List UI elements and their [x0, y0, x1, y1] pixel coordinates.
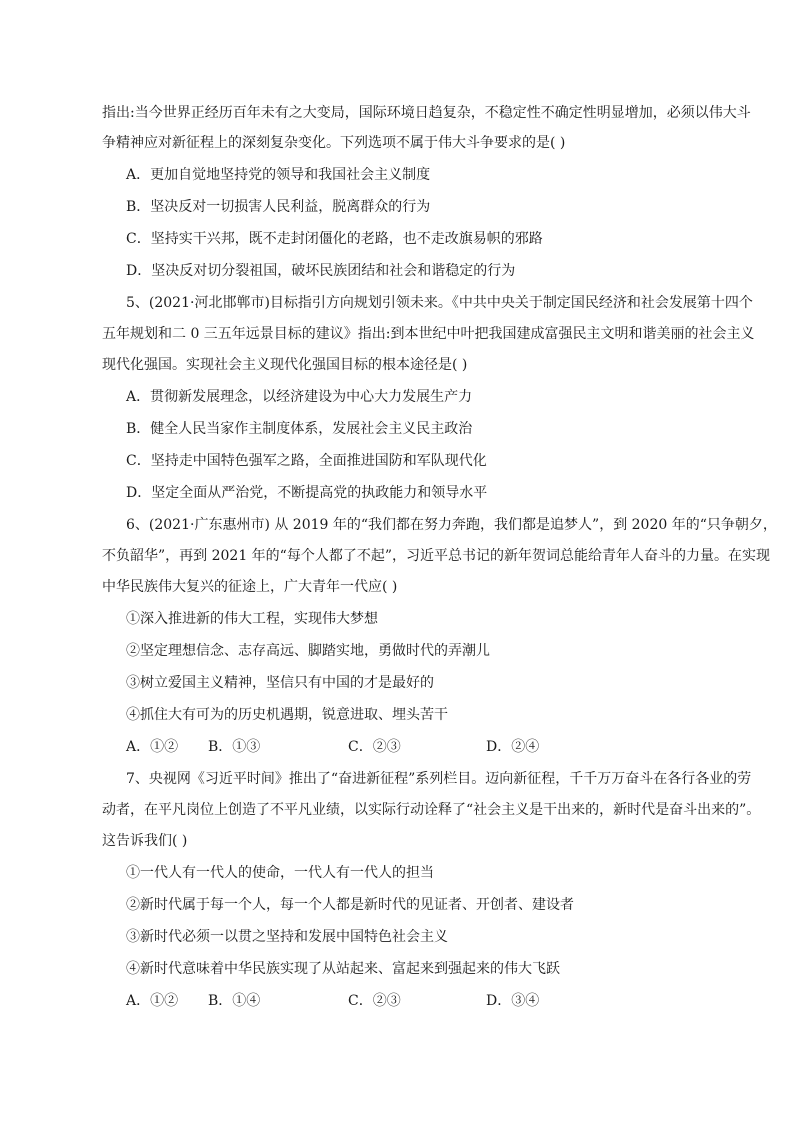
q6-choice-b: B．①③ — [208, 739, 261, 755]
q7-line-1: 7、央视网《习近平时间》推出了“奋进新征程”系列栏目。迈向新征程，千千万万奋斗在各行各业的劳 — [126, 771, 752, 787]
q7-statement-2: ②新时代属于每一个人，每一个人都是新时代的见证者、开创者、建设者 — [126, 897, 574, 913]
q6-line-1: 6、(2021·广东惠州市) 从 2019 年的“我们都在努力奔跑，我们都是追梦人”，到 2020 年的“只争朝夕， — [126, 517, 777, 533]
q6-choice-d: D．②④ — [486, 739, 540, 755]
intro-option-b: B．坚决反对一切损害人民利益，脱离群众的行为 — [126, 199, 431, 215]
q6-choice-c: C．②③ — [348, 739, 401, 755]
q6-statement-3: ③树立爱国主义精神，坚信只有中国的才是最好的 — [126, 675, 434, 691]
q5-line-1: 5、(2021·河北邯郸市)目标指引方向规划引领未来。《中共中央关于制定国民经济和社会发展第十四个 — [126, 295, 753, 311]
q6-statement-4: ④抓住大有可为的历史机遇期，锐意进取、埋头苦干 — [126, 707, 448, 723]
q5-option-c: C．坚持走中国特色强军之路，全面推进国防和军队现代化 — [126, 453, 487, 469]
q6-line-2: 不负韶华”，再到 2021 年的“每个人都了不起”，习近平总书记的新年贺词总能给青年人奋斗的力量。在实现 — [102, 548, 770, 564]
q7-statement-1: ①一代人有一代人的使命，一代人有一代人的担当 — [126, 865, 434, 881]
q7-line-3: 这告诉我们( ) — [102, 833, 188, 849]
q7-line-2: 动者，在平凡岗位上创造了不平凡业绩，以实际行动诠释了“社会主义是干出来的，新时代是奋斗出来的”。 — [102, 802, 761, 818]
q6-statement-2: ②坚定理想信念、志存高远、脚踏实地，勇做时代的弄潮儿 — [126, 643, 490, 659]
q5-option-a: A．贯彻新发展理念，以经济建设为中心大力发展生产力 — [126, 389, 473, 405]
q7-choice-c: C．②③ — [348, 993, 401, 1009]
intro-line-2: 争精神应对新征程上的深刻复杂变化。下列选项不属于伟大斗争要求的是( ) — [102, 135, 566, 151]
q5-option-b: B．健全人民当家作主制度体系，发展社会主义民主政治 — [126, 421, 473, 437]
q7-statement-3: ③新时代必须一以贯之坚持和发展中国特色社会主义 — [126, 929, 448, 945]
intro-line-1: 指出:当今世界正经历百年未有之大变局，国际环境日趋复杂，不稳定性不确定性明显增加，必须以伟大斗 — [102, 105, 751, 121]
q5-option-d: D．坚定全面从严治党，不断提高党的执政能力和领导水平 — [126, 485, 488, 501]
q6-choice-a: A．①② — [126, 739, 179, 755]
q6-statement-1: ①深入推进新的伟大工程，实现伟大梦想 — [126, 611, 378, 627]
q5-line-3: 现代化强国。实现社会主义现代化强国目标的根本途径是( ) — [102, 357, 468, 373]
q7-statement-4: ④新时代意味着中华民族实现了从站起来、富起来到强起来的伟大飞跃 — [126, 961, 560, 977]
intro-option-c: C．坚持实干兴邦，既不走封闭僵化的老路，也不走改旗易帜的邪路 — [126, 231, 543, 247]
q7-choice-a: A．①② — [126, 993, 179, 1009]
intro-option-d: D．坚决反对切分裂祖国，破坏民族团结和社会和谐稳定的行为 — [126, 263, 516, 279]
q7-choice-d: D．③④ — [486, 993, 540, 1009]
q7-choice-b: B．①④ — [208, 993, 261, 1009]
q5-line-2: 五年规划和二 0 三五年远景目标的建议》指出:到本世纪中叶把我国建成富强民主文明和谐美丽的社会主义 — [102, 326, 755, 342]
intro-option-a: A．更加自觉地坚持党的领导和我国社会主义制度 — [126, 167, 431, 183]
q6-line-3: 中华民族伟大复兴的征途上，广大青年一代应( ) — [102, 579, 398, 595]
